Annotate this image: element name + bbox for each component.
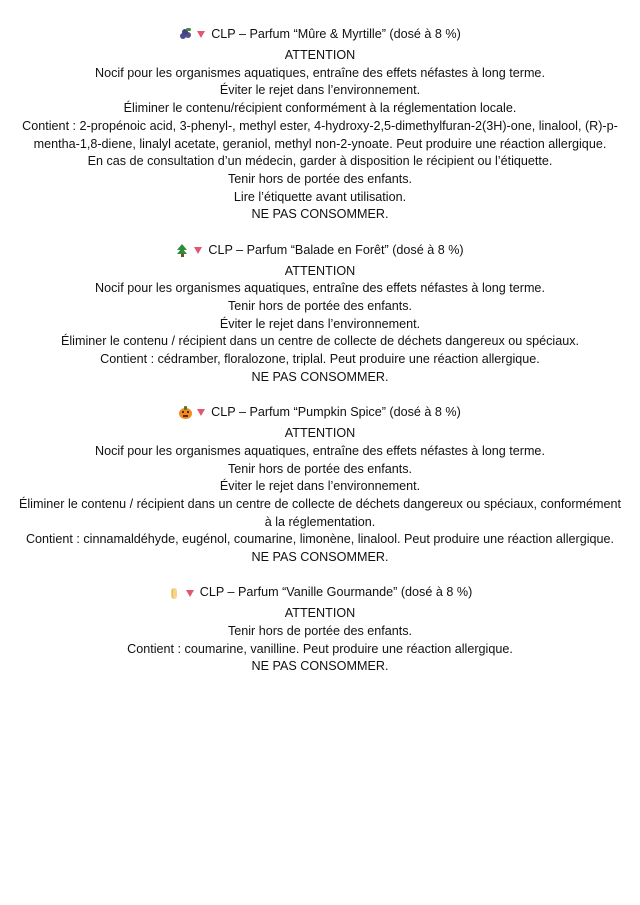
hazard-statement: Nocif pour les organismes aquatiques, entraîne des effets néfastes à long terme.	[95, 443, 545, 458]
precaution-statement: Éviter le rejet dans l’environnement.	[219, 316, 421, 331]
section-title: CLP – Parfum “Mûre & Myrtille” (dosé à 8 %)	[211, 27, 461, 41]
section-title: CLP – Parfum “Balade en Forêt” (dosé à 8 %)	[208, 242, 464, 257]
children-statement: Tenir hors de portée des enfants.	[227, 171, 413, 186]
clp-section-mure-myrtille	[14, 26, 626, 224]
hazard-statement: Nocif pour les organismes aquatiques, entraîne des effets néfastes à long terme.	[95, 65, 545, 80]
signal-word: ATTENTION	[284, 426, 356, 441]
disposal-statement: Éliminer le contenu / récipient dans un centre de collecte de déchets dangereux ou spéciaux.	[60, 334, 580, 349]
signal-word: ATTENTION	[284, 606, 356, 621]
do-not-consume: NE PAS CONSOMMER.	[251, 550, 389, 565]
ingredients-statement: Contient : coumarine, vanilline. Peut produire une réaction allergique.	[127, 641, 513, 656]
disposal-statement: Éliminer le contenu / récipient dans un centre de collecte de déchets dangereux ou spéciaux, conformément à la réglementation.	[18, 496, 622, 529]
do-not-consume: NE PAS CONSOMMER.	[251, 369, 389, 384]
section-title-row	[179, 404, 461, 422]
children-statement: Tenir hors de portée des enfants.	[227, 623, 413, 638]
precaution-statement: Éviter le rejet dans l’environnement.	[219, 479, 421, 494]
signal-word: ATTENTION	[284, 48, 356, 63]
medical-advice-statement: En cas de consultation d’un médecin, garder à disposition le récipient ou l’étiquette.	[87, 154, 553, 169]
ingredients-statement: Contient : 2-propénoic acid, 3-phenyl-, methyl ester, 4-hydroxy-2,5-dimethylfuran-2(3H)-one, linalool, (R)-p-mentha-1,8-diene, linalyl acetate, geraniol, methyl non-2-ynoate. Peut produire une réaction allergique.	[22, 118, 618, 151]
do-not-consume: NE PAS CONSOMMER.	[251, 659, 389, 674]
vanilla-icon	[168, 587, 181, 600]
christmas-tree-icon	[176, 244, 189, 257]
section-title-row	[176, 242, 463, 260]
ingredients-statement: Contient : cinnamaldéhyde, eugénol, coumarine, limonène, linalool. Peut produire une réaction allergique.	[25, 532, 615, 547]
read-label-statement: Lire l’étiquette avant utilisation.	[233, 189, 407, 204]
jack-o-lantern-icon	[179, 406, 192, 419]
red-down-triangle-icon	[186, 590, 194, 597]
children-statement: Tenir hors de portée des enfants.	[227, 299, 413, 314]
children-statement: Tenir hors de portée des enfants.	[227, 461, 413, 476]
disposal-statement: Éliminer le contenu/récipient conformément à la réglementation locale.	[123, 101, 517, 116]
signal-word: ATTENTION	[284, 263, 356, 278]
red-down-triangle-icon	[197, 409, 205, 416]
blueberry-icon	[179, 28, 192, 41]
clp-section-pumpkin-spice	[14, 404, 626, 567]
red-down-triangle-icon	[194, 247, 202, 254]
section-title-row	[168, 584, 473, 602]
clp-section-vanille-gourmande	[14, 584, 626, 676]
do-not-consume: NE PAS CONSOMMER.	[251, 207, 389, 222]
clp-section-balade-en-foret	[14, 242, 626, 387]
section-title-row	[179, 26, 461, 44]
precaution-statement: Éviter le rejet dans l’environnement.	[219, 83, 421, 98]
red-down-triangle-icon	[197, 31, 205, 38]
section-title: CLP – Parfum “Pumpkin Spice” (dosé à 8 %)	[211, 405, 461, 420]
hazard-statement: Nocif pour les organismes aquatiques, entraîne des effets néfastes à long terme.	[95, 281, 545, 296]
section-title: CLP – Parfum “Vanille Gourmande” (dosé à 8 %)	[199, 585, 473, 600]
ingredients-statement: Contient : cédramber, floralozone, triplal. Peut produire une réaction allergique.	[100, 352, 540, 367]
